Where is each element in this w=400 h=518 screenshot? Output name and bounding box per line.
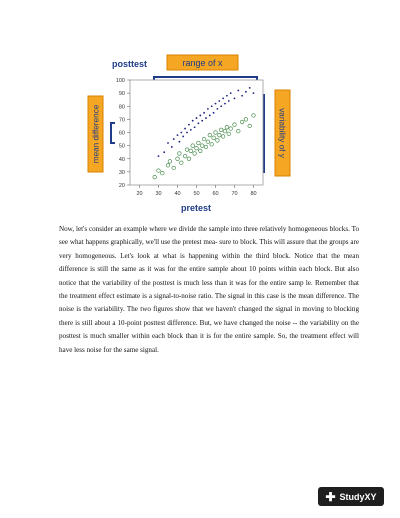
scatter-figure (84, 40, 306, 216)
body-paragraph: Now, let's consider an example where we divide the sample into three relatively homogeneous blocks. To see what happens graphically, we'll use the pretest mea- sure to block. This will assure that the groups are very homogeneous. Let's look at what is happening within the third block. Notice that the mean difference is still the same as it was for the entire sample about 10 points within each block. But also notice that the variability of the posttest is much less than it was for the entire samp le. Remember that the treatment effect estimate is a signal-to-noise ratio. The signal in this case is the mean difference. The noise is the variability. The two figures show that we haven't changed the signal in moving to blocking there is still about a 10-point posttest difference. But, we have changed the noise -- the variability on the posttest is much smaller within each block than it is for the entire sample. So, the treatment effect will have less noise for the same signal. (59, 225, 359, 354)
treatment-point (217, 108, 219, 110)
plot-area (130, 80, 263, 185)
y-tick-label: 100 (115, 78, 125, 84)
studyxy-brand[interactable] (318, 487, 384, 506)
treatment-point (207, 108, 209, 110)
x-tick-label: 30 (155, 191, 162, 197)
treatment-point (199, 115, 201, 117)
x-tick-label: 50 (193, 191, 200, 197)
treatment-point (201, 120, 203, 122)
y-tick-label: 30 (118, 169, 125, 176)
treatment-point (222, 97, 224, 99)
treatment-point (190, 129, 192, 131)
treatment-point (245, 91, 247, 93)
mean-difference-bracket (111, 123, 115, 143)
treatment-point (167, 142, 169, 144)
treatment-point (209, 115, 211, 117)
treatment-point (249, 87, 251, 89)
y-tick-label: 60 (118, 130, 125, 137)
variability-label: variability of y (277, 108, 287, 158)
treatment-point (182, 136, 184, 138)
treatment-point (215, 103, 217, 105)
y-tick-label: 20 (118, 183, 125, 189)
treatment-point (158, 155, 160, 157)
y-tick-label: 50 (118, 143, 125, 150)
treatment-point (192, 120, 194, 122)
treatment-point (220, 105, 222, 107)
treatment-point (234, 97, 236, 99)
y-tick-label: 80 (118, 104, 125, 111)
x-tick-label: 40 (174, 191, 181, 197)
posttest-label: posttest (112, 59, 148, 69)
treatment-point (198, 122, 200, 124)
treatment-point (226, 95, 228, 97)
plus-icon: ✚ (325, 489, 336, 504)
treatment-point (177, 134, 179, 136)
treatment-point (180, 132, 182, 134)
treatment-point (241, 95, 243, 97)
treatment-point (237, 90, 239, 92)
brand-name: StudyXY (339, 491, 377, 502)
treatment-point (205, 117, 207, 119)
x-axis-label: pretest (180, 203, 212, 213)
x-tick-label: 80 (250, 191, 257, 197)
treatment-point (211, 105, 213, 107)
scatter-chart (84, 40, 306, 216)
treatment-point (173, 138, 175, 140)
treatment-point (163, 151, 165, 153)
treatment-point (228, 100, 230, 102)
x-tick-label: 70 (231, 191, 238, 197)
y-tick-label: 90 (118, 91, 125, 98)
treatment-point (179, 141, 181, 143)
y-tick-label: 70 (118, 117, 125, 124)
treatment-point (203, 112, 205, 114)
treatment-point (194, 126, 196, 128)
x-tick-label: 60 (212, 191, 219, 197)
treatment-point (213, 112, 215, 114)
treatment-point (188, 124, 190, 126)
treatment-point (230, 92, 232, 94)
x-axis-ticks (136, 185, 256, 197)
treatment-point (196, 117, 198, 119)
treatment-point (253, 92, 255, 94)
range-label: range of x (182, 58, 223, 68)
treatment-point (184, 128, 186, 130)
x-tick-label: 20 (136, 191, 143, 197)
treatment-point (186, 132, 188, 134)
treatment-point (171, 146, 173, 148)
treatment-point (224, 103, 226, 105)
y-tick-label: 40 (118, 156, 125, 163)
mean-difference-label: mean difference (91, 104, 101, 164)
treatment-point (218, 100, 220, 102)
y-axis-ticks (116, 78, 130, 189)
